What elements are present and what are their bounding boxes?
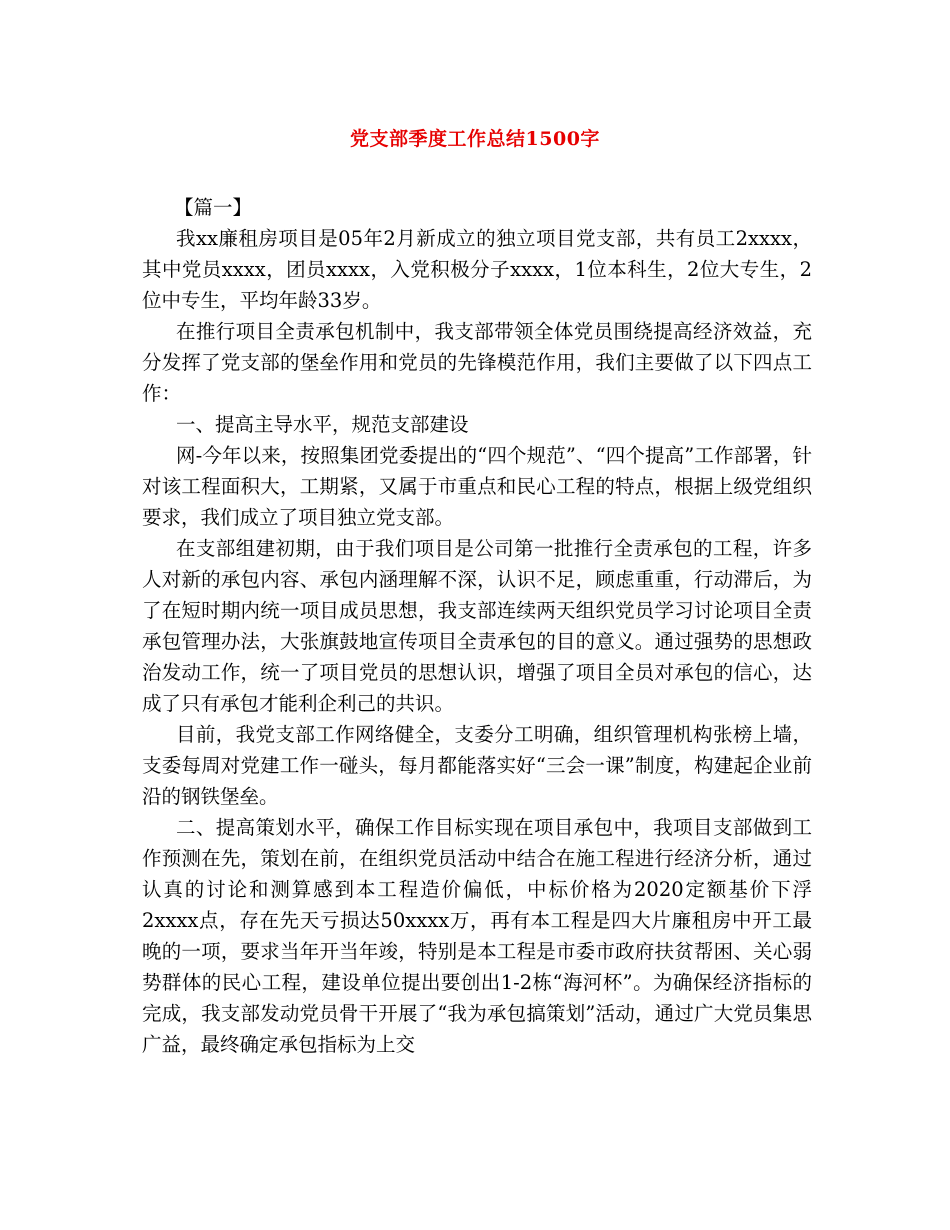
document-title: 党支部季度工作总结1500字 (350, 128, 600, 150)
paragraph-intro: 我xx廉租房项目是05年2月新成立的独立项目党支部，共有员工2xxxx，其中党员xxxx，团员xxxx，入党积极分子xxxx，1位本科生，2位大专生，2位中专生，平均年龄33岁。 (142, 227, 812, 312)
heading-section-one: 一、提高主导水平，规范支部建设 (176, 413, 469, 436)
section-label: 【篇一】 (174, 196, 253, 219)
paragraph-party-branch-setup: 网-今年以来，按照集团党委提出的“四个规范”、“四个提高”工作部署，针对该工程面积大，工期紧，又属于市重点和民心工程的特点，根据上级党组织要求，我们成立了项目独立党支部。 (142, 444, 812, 529)
paragraph-overview: 在推行项目全责承包机制中，我支部带领全体党员围绕提高经济效益，充分发挥了党支部的堡垒作用和党员的先锋模范作用，我们主要做了以下四点工作： (142, 320, 812, 405)
paragraph-section-two: 二、提高策划水平，确保工作目标实现在项目承包中，我项目支部做到工作预测在先，策划在前，在组织党员活动中结合在施工程进行经济分析，通过认真的讨论和测算感到本工程造价偏低，中标价格为2020定额基价下浮2xxxx点，存在先天亏损达50xxxx万，再有本工程是四大片廉租房中开工最晚的一项，要求当年开当年竣，特别是本工程是市委市政府扶贫帮困、关心弱势群体的民心工程，建设单位提出要创出1-2栋“海河杯”。为确保经济指标的完成，我支部发动党员骨干开展了“我为承包搞策划”活动，通过广大党员集思广益，最终确定承包指标为上交 (142, 816, 812, 1056)
document-body (142, 192, 812, 1060)
paragraph-current-status: 目前，我党支部工作网络健全，支委分工明确，组织管理机构张榜上墙，支委每周对党建工作一碰头，每月都能落实好“三会一课”制度，构建起企业前沿的钢铁堡垒。 (142, 723, 812, 808)
paragraph-early-stage: 在支部组建初期，由于我们项目是公司第一批推行全责承包的工程，许多人对新的承包内容、承包内涵理解不深，认识不足，顾虑重重，行动滞后，为了在短时期内统一项目成员思想，我支部连续两天组织党员学习讨论项目全责承包管理办法，大张旗鼓地宣传项目全责承包的目的意义。通过强势的思想政治发动工作，统一了项目党员的思想认识，增强了项目全员对承包的信心，达成了只有承包才能利企利己的共识。 (142, 537, 812, 715)
